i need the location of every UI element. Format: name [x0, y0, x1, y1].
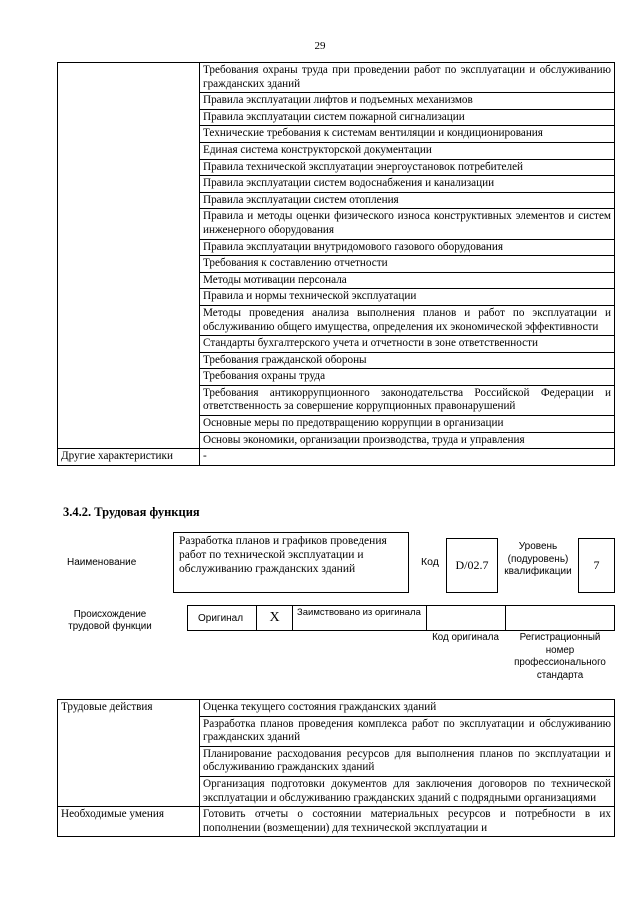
actions-table: [57, 699, 615, 837]
skill-item: Готовить отчеты о состоянии материальных ресурсов и потребности в их пополнении (возмещении) для технической эксплуатации и: [200, 807, 615, 837]
knowledge-item: Технические требования к системам вентиляции и кондиционирования: [200, 126, 615, 143]
knowledge-item: Правила эксплуатации систем водоснабжения и канализации: [200, 176, 615, 193]
reg-number-caption: Регистрационный номер профессионального стандарта: [514, 632, 606, 681]
origin-code-cell: [427, 606, 506, 630]
knowledge-item: Правила эксплуатации лифтов и подъемных механизмов: [200, 93, 615, 110]
knowledge-item: Методы мотивации персонала: [200, 272, 615, 289]
knowledge-item: Основные меры по предотвращению коррупции в организации: [200, 416, 615, 433]
page-number: 29: [314, 40, 326, 52]
knowledge-label-cell: [58, 63, 200, 449]
function-name-box: Разработка планов и графиков проведения работ по технической эксплуатации и обслуживанию гражданских зданий: [173, 532, 409, 593]
knowledge-item: Методы проведения анализа выполнения планов и работ по эксплуатации и обслуживанию общего имущества, определения их экономической эффективности: [200, 305, 615, 335]
knowledge-item: Требования охраны труда: [200, 369, 615, 386]
action-item: Разработка планов проведения комплекса работ по эксплуатации и обслуживанию гражданских зданий: [200, 716, 615, 746]
knowledge-item: Требования гражданской обороны: [200, 352, 615, 369]
borrowed-label: Заимствовано из оригинала: [293, 606, 427, 630]
action-item: Планирование расходования ресурсов для выполнения планов по эксплуатации и обслуживанию гражданских зданий: [200, 746, 615, 776]
code-label: Код: [421, 556, 439, 568]
origin-row: [187, 605, 615, 631]
origin-code-caption: Код оригинала: [432, 632, 499, 643]
knowledge-row: [58, 63, 615, 93]
other-characteristics-value: -: [200, 449, 615, 466]
knowledge-item: Стандарты бухгалтерского учета и отчетности в зоне ответственности: [200, 336, 615, 353]
code-value-box: D/02.7: [446, 538, 498, 593]
knowledge-table: [57, 62, 615, 466]
section-heading: 3.4.2. Трудовая функция: [63, 505, 200, 519]
action-row: [58, 700, 615, 717]
knowledge-item: Требования к составлению отчетности: [200, 256, 615, 273]
skills-row: [58, 807, 615, 837]
knowledge-item: Правила технической эксплуатации энергоустановок потребителей: [200, 159, 615, 176]
original-label: Оригинал: [188, 606, 257, 630]
origin-label: Происхождение трудовой функции: [68, 609, 152, 632]
other-characteristics-label: Другие характеристики: [58, 449, 200, 466]
reg-number-cell: [506, 606, 614, 630]
other-characteristics-row: [58, 449, 615, 466]
action-item: Оценка текущего состояния гражданских зданий: [200, 700, 615, 717]
actions-label: Трудовые действия: [58, 700, 200, 807]
skills-label: Необходимые умения: [58, 807, 200, 837]
original-mark: X: [257, 606, 293, 630]
knowledge-table-body: [58, 63, 615, 449]
name-label: Наименование: [67, 557, 137, 568]
knowledge-item: Требования охраны труда при проведении работ по эксплуатации и обслуживанию гражданских зданий: [200, 63, 615, 93]
knowledge-item: Требования антикоррупционного законодательства Российской Федерации и ответственность за совершение коррупционных правонарушений: [200, 385, 615, 415]
action-item: Организация подготовки документов для заключения договоров по технической эксплуатации и обслуживанию гражданских зданий с подрядными организациями: [200, 776, 615, 806]
knowledge-item: Правила и методы оценки физического износа конструктивных элементов и систем инженерного оборудования: [200, 209, 615, 239]
level-label: Уровень (подуровень) квалификации: [504, 541, 572, 577]
knowledge-item: Основы экономики, организации производства, труда и управления: [200, 432, 615, 449]
knowledge-item: Правила эксплуатации систем отопления: [200, 192, 615, 209]
knowledge-item: Правила эксплуатации систем пожарной сигнализации: [200, 109, 615, 126]
knowledge-item: Единая система конструкторской документации: [200, 142, 615, 159]
actions-table-body: [58, 700, 615, 807]
knowledge-item: Правила и нормы технической эксплуатации: [200, 289, 615, 306]
knowledge-item: Правила эксплуатации внутридомового газового оборудования: [200, 239, 615, 256]
level-value-box: 7: [578, 538, 615, 593]
